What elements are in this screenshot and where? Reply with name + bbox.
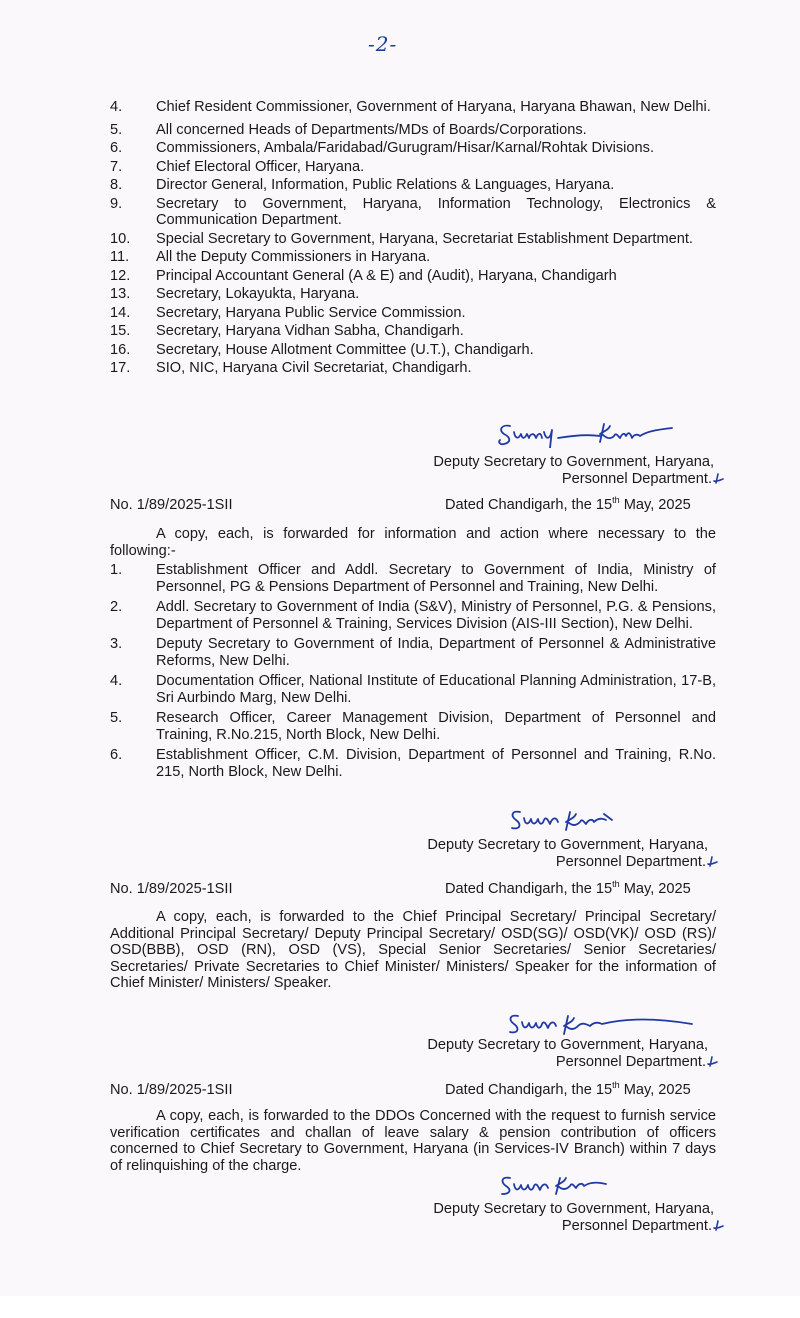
copy-intro-paragraph: A copy, each, is forwarded for information and action where necessary to the following:- <box>110 526 716 559</box>
signatory-block <box>374 1037 708 1070</box>
item-text: Secretary, Lokayukta, Haryana. <box>156 286 360 302</box>
item-text: Deputy Secretary to Government of India, Department of Personnel & Administrative Reforms, New Delhi. <box>156 636 716 669</box>
item-text: Establishment Officer and Addl. Secretary to Government of India, Ministry of Personnel, PG & Pensions Department of Personnel and Training, New Delhi. <box>156 562 716 595</box>
item-number: 10. <box>110 230 131 247</box>
item-text: Addl. Secretary to Government of India (S&V), Ministry of Personnel, P.G. & Pensions, Department of Personnel & Training, Services Division (AIS-III Section), New Delhi. <box>156 599 716 632</box>
reference-number: No. 1/89/2025-1SII <box>110 497 233 513</box>
item-number: 16. <box>110 341 131 358</box>
signatory-department: Personnel Department. <box>561 470 712 487</box>
scan-margin <box>0 1296 800 1318</box>
item-number: 15. <box>110 323 131 339</box>
item-text: Chief Electoral Officer, Haryana. <box>156 158 365 175</box>
list-item <box>110 305 716 322</box>
list-item <box>110 673 716 706</box>
signatory-designation: Deputy Secretary to Government, Haryana, <box>433 454 714 470</box>
item-number: 2. <box>110 599 123 615</box>
dated-line: Dated Chandigarh, the 15th May, 2025 <box>445 879 691 897</box>
signatory-designation: Deputy Secretary to Government, Haryana, <box>427 837 708 853</box>
signatory-department: Personnel Department. <box>561 1217 712 1234</box>
item-number: 5. <box>110 710 123 726</box>
signatory-designation: Deputy Secretary to Government, Haryana, <box>427 1037 708 1053</box>
list-item <box>110 140 716 157</box>
initial-mark <box>712 1220 724 1232</box>
signature-image <box>498 1172 678 1198</box>
item-text: Special Secretary to Government, Haryana, Secretariat Establishment Department. <box>156 230 693 247</box>
list-item <box>110 710 716 743</box>
list-item <box>110 323 716 340</box>
item-text: Secretary, House Allotment Committee (U.T.), Chandigarh. <box>156 341 534 358</box>
list-item <box>110 360 716 377</box>
item-number: 8. <box>110 177 123 193</box>
signature-image <box>506 1008 696 1038</box>
distribution-list <box>110 99 716 377</box>
item-text: SIO, NIC, Haryana Civil Secretariat, Chandigarh. <box>156 360 472 376</box>
initial-mark <box>712 473 724 485</box>
item-number: 3. <box>110 636 123 652</box>
signatory-designation: Deputy Secretary to Government, Haryana, <box>433 1201 714 1217</box>
item-text: Establishment Officer, C.M. Division, Department of Personnel and Training, R.No. 215, North Block, New Delhi. <box>156 747 716 780</box>
initial-mark <box>706 856 718 868</box>
item-text: Chief Resident Commissioner, Government of Haryana, Haryana Bhawan, New Delhi. <box>156 99 711 115</box>
item-text: All the Deputy Commissioners in Haryana. <box>156 249 431 265</box>
reference-number: No. 1/89/2025-1SII <box>110 881 233 897</box>
item-number: 14. <box>110 304 131 321</box>
dated-line: Dated Chandigarh, the 15th May, 2025 <box>445 1080 691 1098</box>
item-number: 12. <box>110 267 131 284</box>
reference-number: No. 1/89/2025-1SII <box>110 1082 233 1098</box>
item-number: 1. <box>110 562 123 578</box>
item-text: Director General, Information, Public Relations & Languages, Haryana. <box>156 177 615 193</box>
item-number: 4. <box>110 673 123 689</box>
list-item <box>110 747 716 780</box>
list-item <box>110 249 716 266</box>
item-number: 7. <box>110 158 123 175</box>
list-item <box>110 99 716 116</box>
item-number: 17. <box>110 360 131 376</box>
item-number: 6. <box>110 747 123 763</box>
signatory-department: Personnel Department. <box>555 1053 706 1070</box>
list-item <box>110 268 716 285</box>
item-text: Secretary, Haryana Vidhan Sabha, Chandigarh. <box>156 323 464 339</box>
list-item <box>110 231 716 248</box>
item-text: Secretary to Government, Haryana, Information Technology, Electronics & Communication Department. <box>156 195 716 228</box>
item-number: 9. <box>110 195 123 212</box>
signatory-block <box>380 454 714 487</box>
copy-list <box>110 562 716 780</box>
item-text: Commissioners, Ambala/Faridabad/Gurugram/Hisar/Karnal/Rohtak Divisions. <box>156 140 654 156</box>
signature-image <box>496 416 696 448</box>
list-item <box>110 599 716 632</box>
item-number: 13. <box>110 286 131 302</box>
item-number: 6. <box>110 140 123 156</box>
list-item <box>110 636 716 669</box>
signature-image <box>508 806 688 834</box>
signatory-department: Personnel Department. <box>555 853 706 870</box>
list-item <box>110 122 716 139</box>
copy-forward-paragraph: A copy, each, is forwarded to the Chief Principal Secretary/ Principal Secretary/ Additional Principal Secretary/ Deputy Principal Secretary/ OSD(SG)/ OSD(VK)/ OSD (RS)/ OSD(BBB), OSD (RN), OSD (VS), Special Senior Secretaries/ Senior Secretaries/ Secretaries/ Private Secretaries to Chief Minister/ Ministers/ Speaker for the information of Chief Minister/ Ministers/ Speaker. <box>110 909 716 991</box>
list-item <box>110 342 716 359</box>
signatory-block <box>380 1201 714 1234</box>
list-item <box>110 562 716 595</box>
item-text: All concerned Heads of Departments/MDs of Boards/Corporations. <box>156 121 587 138</box>
page-number: -2- <box>368 32 398 56</box>
signatory-block <box>374 837 708 870</box>
list-item <box>110 286 716 303</box>
dated-line: Dated Chandigarh, the 15th May, 2025 <box>445 495 691 513</box>
item-number: 11. <box>110 249 130 265</box>
ddo-request-paragraph: A copy, each, is forwarded to the DDOs Concerned with the request to furnish service verification certificates and challan of leave salary & pension contribution of officers concerned to Chief Secretary to Government, Haryana (in Services-IV Branch) within 7 days of relinquishing of the charge. <box>110 1108 716 1174</box>
item-number: 5. <box>110 121 123 138</box>
list-item <box>110 196 716 229</box>
item-text: Secretary, Haryana Public Service Commission. <box>156 304 466 321</box>
item-text: Documentation Officer, National Institute of Educational Planning Administration, 17-B, Sri Aurbindo Marg, New Delhi. <box>156 673 716 706</box>
initial-mark <box>706 1056 718 1068</box>
item-number: 4. <box>110 99 123 115</box>
item-text: Research Officer, Career Management Division, Department of Personnel and Training, R.No.215, North Block, New Delhi. <box>156 710 716 743</box>
item-text: Principal Accountant General (A & E) and (Audit), Haryana, Chandigarh <box>156 267 617 284</box>
list-item <box>110 159 716 176</box>
list-item <box>110 177 716 194</box>
